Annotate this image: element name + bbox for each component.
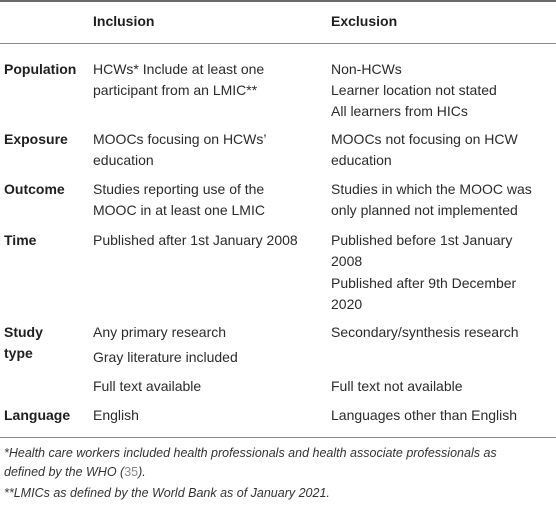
- cell-exclusion: Secondary/synthesis research: [331, 324, 519, 340]
- cell-exclusion: All learners from HICs: [331, 103, 468, 119]
- cell-inclusion: Studies reporting use of the: [93, 181, 265, 197]
- cell-exclusion: only planned not implemented: [331, 202, 518, 218]
- header-exclusion: Exclusion: [331, 13, 398, 29]
- row-label-exposure: Exposure: [4, 131, 68, 147]
- cell-exclusion: Learner location not stated: [331, 82, 497, 98]
- cell-inclusion: Published after 1st January 2008: [93, 232, 298, 248]
- cell-exclusion: Languages other than English: [331, 407, 518, 423]
- cell-exclusion: 2020: [331, 296, 363, 312]
- cell-exclusion: Studies in which the MOOC was: [331, 181, 532, 197]
- cell-inclusion: Gray literature included: [93, 349, 238, 365]
- cell-inclusion: Full text available: [93, 378, 202, 394]
- table-bottom-rule: [0, 437, 556, 438]
- row-label-outcome: Outcome: [4, 181, 65, 197]
- table-top-rule: [0, 0, 556, 2]
- cell-exclusion: Non-HCWs: [331, 61, 402, 77]
- cell-inclusion: English: [93, 407, 139, 423]
- cell-inclusion: participant from an LMIC**: [93, 82, 258, 98]
- reference-link[interactable]: 35: [124, 465, 139, 479]
- row-label-language: Language: [4, 407, 71, 423]
- footnote-hcw-line1: *Health care workers included health professionals and health associate professionals as: [4, 446, 497, 460]
- row-label-population: Population: [4, 61, 77, 77]
- cell-exclusion: education: [331, 152, 392, 168]
- header-rule: [0, 43, 556, 44]
- footnote-lmic: **LMICs as defined by the World Bank as of January 2021.: [4, 486, 330, 500]
- row-label-study-type: Study: [4, 324, 43, 340]
- cell-exclusion: MOOCs not focusing on HCW: [331, 131, 518, 147]
- cell-inclusion: HCWs* Include at least one: [93, 61, 265, 77]
- cell-inclusion: MOOCs focusing on HCWs’: [93, 131, 267, 147]
- cell-inclusion: education: [93, 152, 154, 168]
- cell-exclusion: Full text not available: [331, 378, 463, 394]
- footnote-hcw: [4, 444, 554, 482]
- footnote-hcw-line2-pre: defined by the WHO (: [4, 465, 125, 479]
- header-inclusion: Inclusion: [93, 13, 155, 29]
- footnote-hcw-line2-post: ).: [138, 465, 146, 479]
- cell-exclusion: Published after 9th December: [331, 275, 517, 291]
- cell-inclusion: MOOC in at least one LMIC: [93, 202, 265, 218]
- cell-exclusion: 2008: [331, 253, 363, 269]
- row-label-study-type: type: [4, 345, 33, 361]
- cell-exclusion: Published before 1st January: [331, 232, 513, 248]
- cell-inclusion: Any primary research: [93, 324, 227, 340]
- row-label-time: Time: [4, 232, 37, 248]
